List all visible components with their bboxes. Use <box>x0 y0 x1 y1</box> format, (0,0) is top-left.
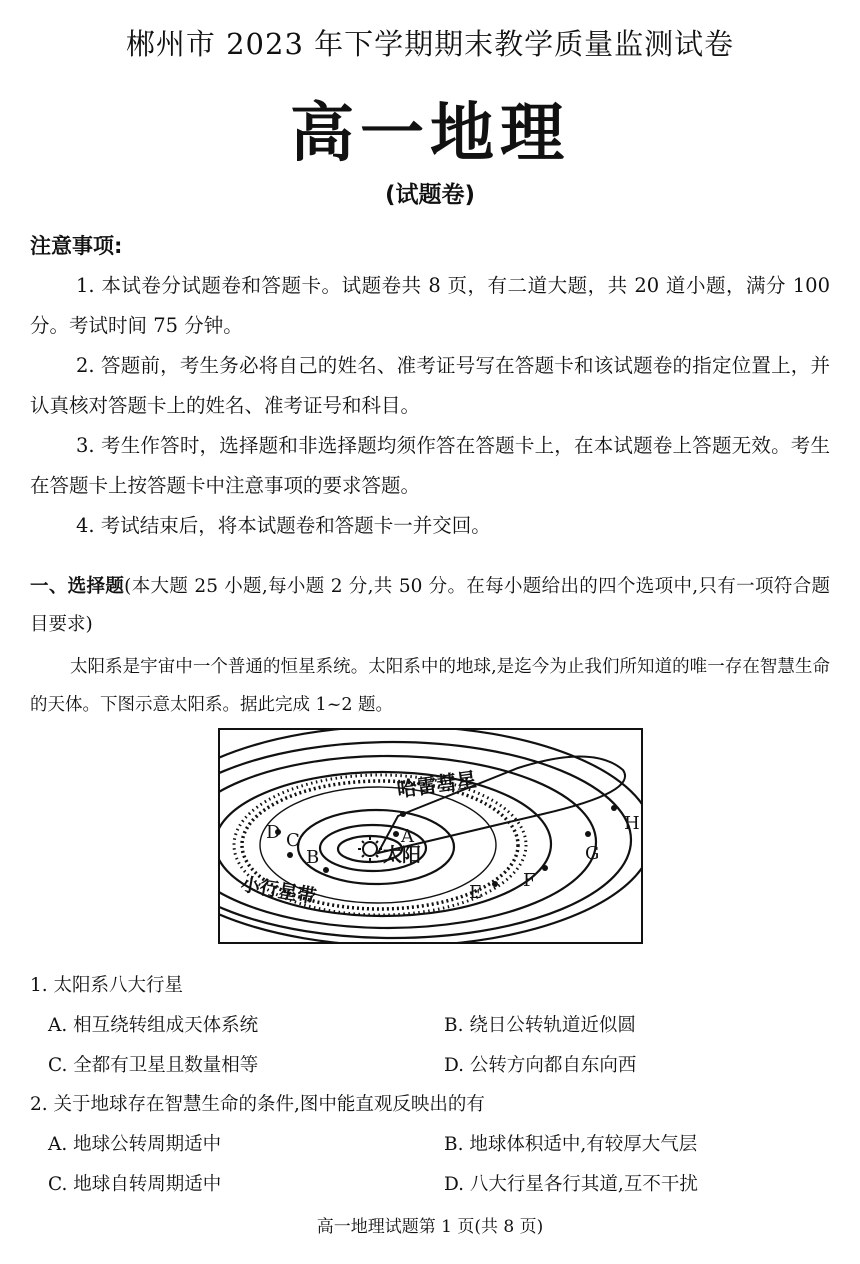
subject-title: 高一地理 <box>290 97 570 171</box>
exam-title: 郴州市 2023 年下学期期末教学质量监测试卷 <box>125 27 735 61</box>
question-1-option-c: C. 全都有卫星且数量相等 <box>48 1055 259 1076</box>
notice-item-1: 1. 本试卷分试题卷和答题卡。试题卷共 8 页，有二道大题，共 20 道小题，满分 100 分。考试时间 75 分钟。 <box>30 274 830 337</box>
question-intro: 太阳系是宇宙中一个普通的恒星系统。太阳系中的地球,是迄今为止我们所知道的唯一存在智慧生命的天体。下图示意太阳系。据此完成 1~2 题。 <box>30 657 830 715</box>
question-1-option-a: A. 相互绕转组成天体系统 <box>48 1015 259 1036</box>
question-2-option-c: C. 地球自转周期适中 <box>48 1174 222 1195</box>
sun-label: 太阳 <box>383 844 422 866</box>
planet-label-c: C <box>286 830 300 851</box>
question-2-stem: 2. 关于地球存在智慧生命的条件,图中能直观反映出的有 <box>30 1094 485 1115</box>
section-title: 一、选择题 <box>30 576 125 597</box>
planet-label-d: D <box>266 822 281 843</box>
section-heading <box>30 568 830 644</box>
question-1-option-b: B. 绕日公转轨道近似圆 <box>444 1015 636 1036</box>
planet-label-e: E <box>469 882 483 903</box>
planet-label-b: B <box>306 847 320 868</box>
planet-label-g: G <box>585 843 600 864</box>
question-2-option-a: A. 地球公转周期适中 <box>48 1134 222 1155</box>
notice-item-4: 4. 考试结束后，将本试题卷和答题卡一并交回。 <box>76 514 491 537</box>
question-1-option-d: D. 公转方向都自东向西 <box>444 1055 637 1076</box>
planet-label-h: H <box>624 813 640 834</box>
halley-comet-label: 哈雷彗星 <box>395 767 478 802</box>
question-1-stem: 1. 太阳系八大行星 <box>30 975 184 996</box>
asteroid-belt-label: 小行星带 <box>239 873 318 909</box>
page-footer: 高一地理试题第 1 页(共 8 页) <box>316 1217 544 1237</box>
notice-heading: 注意事项: <box>30 234 123 258</box>
question-2-option-d: D. 八大行星各行其道,互不干扰 <box>444 1174 698 1195</box>
solar-system-figure <box>218 728 643 944</box>
question-2-option-b: B. 地球体积适中,有较厚大气层 <box>444 1134 698 1155</box>
notice-item-3: 3. 考生作答时，选择题和非选择题均须作答在答题卡上，在本试题卷上答题无效。考生在答题卡上按答题卡中注意事项的要求答题。 <box>30 434 830 497</box>
planet-label-f: F <box>523 870 536 891</box>
planet-label-a: A <box>401 826 414 847</box>
solar-system-diagram <box>218 728 643 944</box>
notice-item-2: 2. 答题前，考生务必将自己的姓名、准考证号写在答题卡和该试题卷的指定位置上，并认真核对答题卡上的姓名、准考证号和科目。 <box>30 354 830 417</box>
section-desc: (本大题 25 小题,每小题 2 分,共 50 分。在每小题给出的四个选项中,只有一项符合题目要求) <box>30 576 830 635</box>
paper-type: (试题卷) <box>384 182 476 208</box>
